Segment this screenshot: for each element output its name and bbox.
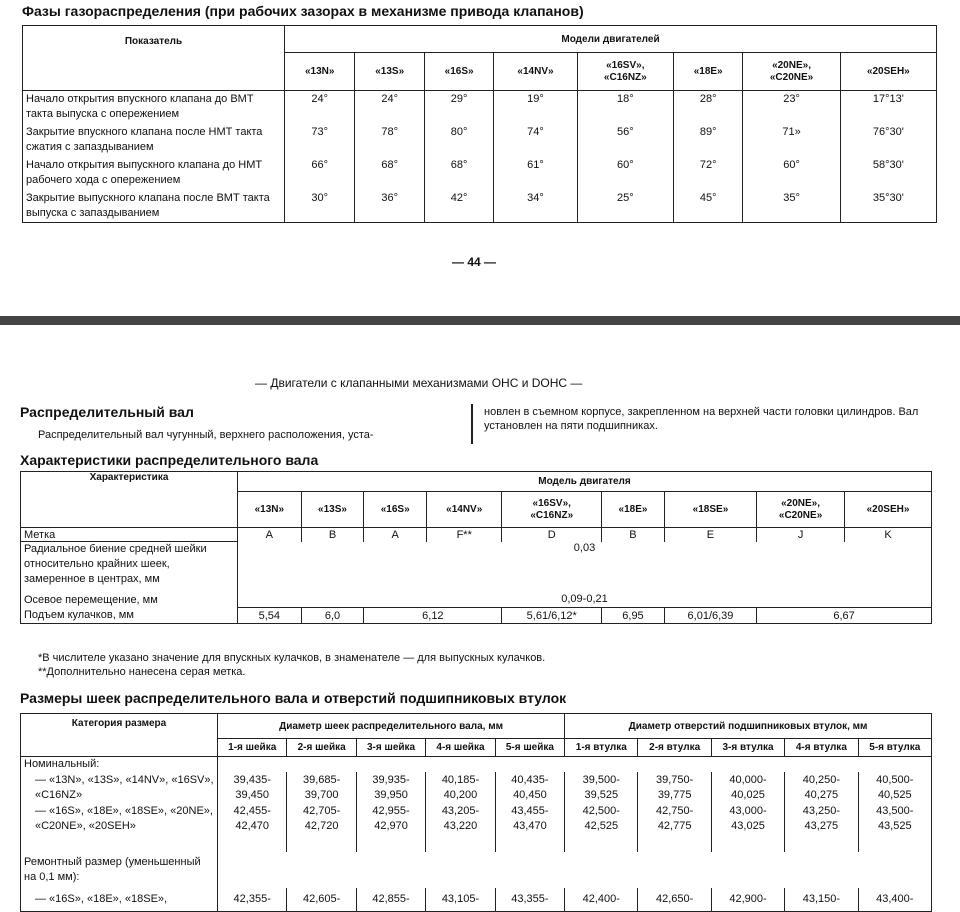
- model-header: «13N»: [285, 53, 355, 91]
- size-value: 43,150-: [785, 888, 858, 912]
- sub-header: 2-я втулка: [638, 739, 711, 757]
- value-cell: 42°: [424, 190, 493, 223]
- lift-value: 6,0: [301, 608, 364, 624]
- sub-header: 3-я шейка: [356, 739, 425, 757]
- lift-label: Подъем кулачков, мм: [21, 608, 238, 624]
- table-row: [23, 91, 937, 124]
- repair-spacer: [218, 852, 932, 888]
- model-header: «16S»: [364, 492, 427, 528]
- size-value: 42,855-: [356, 888, 425, 912]
- sub-header: 5-я шейка: [495, 739, 564, 757]
- mark-cell: B: [602, 528, 665, 542]
- size-value: 40,435- 40,450: [495, 772, 564, 804]
- row-label: Начало открытия выпускного клапана до НМТ рабочего хода с опережением: [23, 157, 285, 190]
- model-header: «14NV»: [427, 492, 502, 528]
- value-cell: 30°: [285, 190, 355, 223]
- size-value: 39,435- 39,450: [218, 772, 287, 804]
- mark-cell: E: [664, 528, 756, 542]
- row-label: Закрытие выпускного клапана после ВМТ такта выпуска с запаздыванием: [23, 190, 285, 223]
- nominal-label: Номинальный:: [21, 757, 218, 772]
- value-cell: 80°: [424, 124, 493, 157]
- running-head: — Двигатели с клапанными механизмами OHC и DOHC —: [255, 376, 583, 390]
- value-cell: 24°: [285, 91, 355, 124]
- valve-timing-table: [22, 25, 937, 223]
- model-header: «20NE», «C20NE»: [757, 492, 845, 528]
- mark-cell: B: [301, 528, 364, 542]
- model-header: «18E»: [602, 492, 665, 528]
- value-cell: 60°: [743, 157, 840, 190]
- sub-header: 3-я втулка: [711, 739, 784, 757]
- mark-label: Метка: [21, 528, 238, 542]
- runout-value: 0,03: [238, 542, 932, 592]
- sub-header: 5-я втулка: [858, 739, 931, 757]
- value-cell: 45°: [673, 190, 742, 223]
- model-header: «20SEH»: [845, 492, 932, 528]
- header-size-category: Категория размера: [21, 714, 218, 757]
- size-value: 43,355-: [495, 888, 564, 912]
- value-cell: 17°13': [840, 91, 936, 124]
- size-value: 42,605-: [287, 888, 356, 912]
- page-number: — 44 —: [452, 255, 497, 269]
- journal-sizes-table: [20, 713, 932, 912]
- size-value: 42,900-: [711, 888, 784, 912]
- header-characteristic: Характеристика: [21, 472, 238, 528]
- repair-label: Ремонтный размер (уменьшенный на 0,1 мм):: [21, 852, 218, 888]
- size-value: 42,455- 42,470: [218, 804, 287, 852]
- value-cell: 35°: [743, 190, 840, 223]
- value-cell: 68°: [355, 157, 424, 190]
- size-value: 40,500- 40,525: [858, 772, 931, 804]
- lift-value: 6,01/6,39: [664, 608, 756, 624]
- mark-cell: F**: [427, 528, 502, 542]
- repair-row-label: — «16S», «18E», «18SE»,: [21, 888, 218, 912]
- size-value: 43,500- 43,525: [858, 804, 931, 852]
- page-separator: [0, 316, 960, 325]
- nominal-row1-label: — «13N», «13S», «14NV», «16SV», «C16NZ»: [21, 772, 218, 804]
- model-header: «20NE», «C20NE»: [743, 53, 840, 91]
- value-cell: 18°: [577, 91, 673, 124]
- header-engine-model: Модель двигателя: [238, 472, 932, 492]
- model-header: «13S»: [355, 53, 424, 91]
- camshaft-characteristics-table: [20, 471, 932, 624]
- value-cell: 71»: [743, 124, 840, 157]
- mark-cell: D: [502, 528, 602, 542]
- table-row: [23, 157, 937, 190]
- value-cell: 28°: [673, 91, 742, 124]
- value-cell: 36°: [355, 190, 424, 223]
- lift-value: 5,54: [238, 608, 302, 624]
- size-value: 40,000- 40,025: [711, 772, 784, 804]
- value-cell: 24°: [355, 91, 424, 124]
- model-header: «13N»: [238, 492, 302, 528]
- size-value: 43,455- 43,470: [495, 804, 564, 852]
- model-header: «20SEH»: [840, 53, 936, 91]
- value-cell: 74°: [494, 124, 577, 157]
- value-cell: 78°: [355, 124, 424, 157]
- row-label: Начало открытия впускного клапана до ВМТ такта выпуска с опережением: [23, 91, 285, 124]
- size-value: 42,750- 42,775: [638, 804, 711, 852]
- model-header: «18E»: [673, 53, 742, 91]
- section-title: Распределительный вал: [20, 404, 194, 420]
- sub-header: 4-я шейка: [426, 739, 495, 757]
- nominal-spacer: [218, 757, 932, 772]
- table3-title: Размеры шеек распределительного вала и отверстий подшипниковых втулок: [20, 690, 567, 706]
- lift-value: 6,95: [602, 608, 665, 624]
- sub-header: 2-я шейка: [287, 739, 356, 757]
- model-header: «18SE»: [664, 492, 756, 528]
- size-value: 43,205- 43,220: [426, 804, 495, 852]
- model-header: «16SV», «C16NZ»: [577, 53, 673, 91]
- value-cell: 73°: [285, 124, 355, 157]
- footnote-1: *В числителе указано значение для впускных кулачков, в знаменателе — для выпускных кулачков.: [38, 652, 546, 664]
- mark-cell: A: [364, 528, 427, 542]
- table-row: [23, 124, 937, 157]
- mark-cell: K: [845, 528, 932, 542]
- size-value: 42,355-: [218, 888, 287, 912]
- column-rule: [471, 404, 473, 444]
- size-value: 40,250- 40,275: [785, 772, 858, 804]
- size-value: 43,105-: [426, 888, 495, 912]
- lift-value: 5,61/6,12*: [502, 608, 602, 624]
- intro-left: Распределительный вал чугунный, верхнего расположения, уста-: [38, 429, 374, 441]
- size-value: 39,750- 39,775: [638, 772, 711, 804]
- value-cell: 60°: [577, 157, 673, 190]
- lift-value: 6,12: [364, 608, 502, 624]
- header-models: Модели двигателей: [285, 26, 937, 53]
- value-cell: 35°30': [840, 190, 936, 223]
- axial-label: Осевое перемещение, мм: [21, 592, 238, 608]
- size-value: 39,935- 39,950: [356, 772, 425, 804]
- size-value: 43,250- 43,275: [785, 804, 858, 852]
- runout-label: Радиальное биение средней шейки относительно крайних шеек, замеренное в центрах, мм: [21, 542, 238, 592]
- size-value: 42,705- 42,720: [287, 804, 356, 852]
- size-value: 42,955- 42,970: [356, 804, 425, 852]
- header-bore-diameter: Диаметр отверстий подшипниковых втулок, мм: [565, 714, 932, 739]
- size-value: 42,650-: [638, 888, 711, 912]
- model-header: «13S»: [301, 492, 364, 528]
- sub-header: 1-я шейка: [218, 739, 287, 757]
- value-cell: 76°30': [840, 124, 936, 157]
- size-value: 43,400-: [858, 888, 931, 912]
- value-cell: 29°: [424, 91, 493, 124]
- value-cell: 89°: [673, 124, 742, 157]
- mark-cell: A: [238, 528, 302, 542]
- model-header: «14NV»: [494, 53, 577, 91]
- value-cell: 66°: [285, 157, 355, 190]
- value-cell: 72°: [673, 157, 742, 190]
- size-value: 40,185- 40,200: [426, 772, 495, 804]
- value-cell: 56°: [577, 124, 673, 157]
- value-cell: 25°: [577, 190, 673, 223]
- value-cell: 19°: [494, 91, 577, 124]
- intro-right: новлен в съемном корпусе, закрепленном на верхней части головки цилиндров. Вал установлен на пяти подшипниках.: [484, 406, 919, 432]
- size-value: 43,000- 43,025: [711, 804, 784, 852]
- size-value: 39,500- 39,525: [565, 772, 638, 804]
- size-value: 39,685- 39,700: [287, 772, 356, 804]
- table2-title: Характеристики распределительного вала: [20, 452, 319, 468]
- lift-value: 6,67: [757, 608, 932, 624]
- size-value: 42,400-: [565, 888, 638, 912]
- header-journal-diameter: Диаметр шеек распределительного вала, мм: [218, 714, 565, 739]
- header-parameter: Показатель: [23, 26, 285, 91]
- value-cell: 58°30': [840, 157, 936, 190]
- sub-header: 1-я втулка: [565, 739, 638, 757]
- row-label: Закрытие впускного клапана после НМТ такта сжатия с запаздыванием: [23, 124, 285, 157]
- value-cell: 34°: [494, 190, 577, 223]
- sub-header: 4-я втулка: [785, 739, 858, 757]
- value-cell: 23°: [743, 91, 840, 124]
- nominal-row2-label: — «16S», «18E», «18SE», «20NE», «C20NE», «20SEH»: [21, 804, 218, 852]
- table-row: [23, 190, 937, 223]
- mark-cell: J: [757, 528, 845, 542]
- size-value: 42,500- 42,525: [565, 804, 638, 852]
- footnote-2: **Дополнительно нанесена серая метка.: [38, 666, 246, 678]
- axial-value: 0,09-0,21: [238, 592, 932, 608]
- value-cell: 61°: [494, 157, 577, 190]
- model-header: «16SV», «C16NZ»: [502, 492, 602, 528]
- value-cell: 68°: [424, 157, 493, 190]
- page1-title: Фазы газораспределения (при рабочих зазорах в механизме привода клапанов): [22, 3, 584, 19]
- model-header: «16S»: [424, 53, 493, 91]
